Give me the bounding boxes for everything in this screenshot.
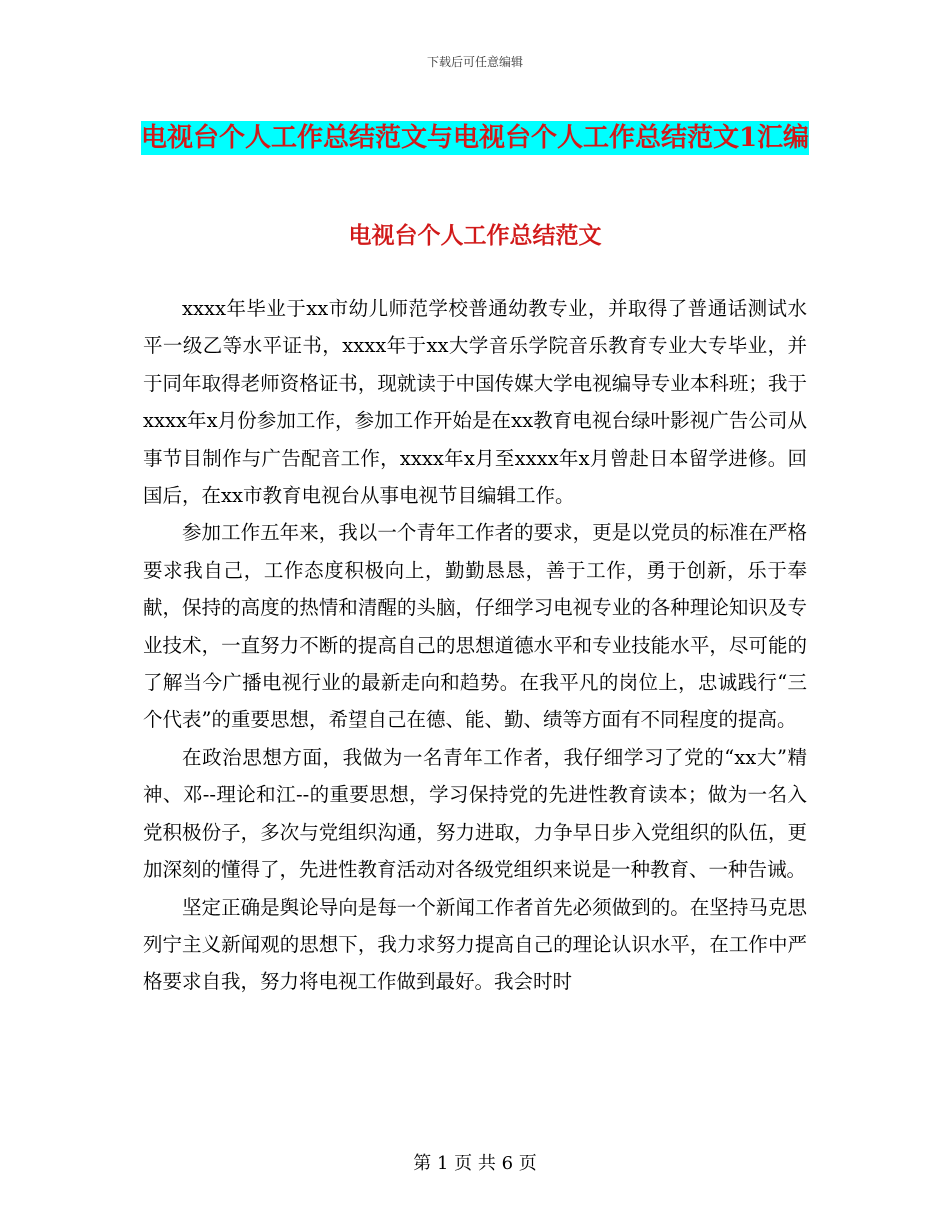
page-header-note: 下载后可任意编辑: [426, 55, 523, 69]
paragraph: xxxx年毕业于xx市幼儿师范学校普通幼教专业，并取得了普通话测试水平一级乙等水平证书，xxxx年于xx大学音乐学院音乐教育专业大专毕业，并于同年取得老师资格证书，现就读于中国传媒大学电视编导专业本科班；我于xxxx年x月份参加工作，参加工作开始是在xx教育电视台绿叶影视广告公司从事节目制作与广告配音工作，xxxx年x月至xxxx年x月曾赴日本留学进修。回国后，在xx市教育电视台从事电视节目编辑工作。: [143, 297, 807, 508]
document-title-text: 电视台个人工作总结范文与电视台个人工作总结范文1汇编: [140, 123, 810, 153]
paragraph: 在政治思想方面，我做为一名青年工作者，我仔细学习了党的“xx大”精神、邓--理论和江--的重要思想，学习保持党的先进性教育读本；做为一名入党积极份子，多次与党组织沟通，努力进取，力争早日步入党组织的队伍，更加深刻的懂得了，先进性教育活动对各级党组织来说是一种教育、一种告诫。: [143, 745, 807, 882]
paragraph: 坚定正确是舆论导向是每一个新闻工作者首先必须做到的。在坚持马克思列宁主义新闻观的思想下，我力求努力提高自己的理论认识水平，在工作中严格要求自我，努力将电视工作做到最好。我会时时: [143, 895, 807, 994]
document-body: [143, 290, 807, 1001]
document-title: [140, 110, 810, 166]
section-title: 电视台个人工作总结范文: [348, 222, 602, 249]
paragraph: 参加工作五年来，我以一个青年工作者的要求，更是以党员的标准在严格要求我自己，工作态度积极向上，勤勤恳恳，善于工作，勇于创新，乐于奉献，保持的高度的热情和清醒的头脑，仔细学习电视专业的各种理论知识及专业技术，一直努力不断的提高自己的思想道德水平和专业技能水平，尽可能的了解当今广播电视行业的最新走向和趋势。在我平凡的岗位上，忠诚践行“三个代表”的重要思想，希望自己在德、能、勤、绩等方面有不同程度的提高。: [143, 521, 807, 732]
page-number-footer: 第 1 页 共 6 页: [413, 1153, 537, 1174]
